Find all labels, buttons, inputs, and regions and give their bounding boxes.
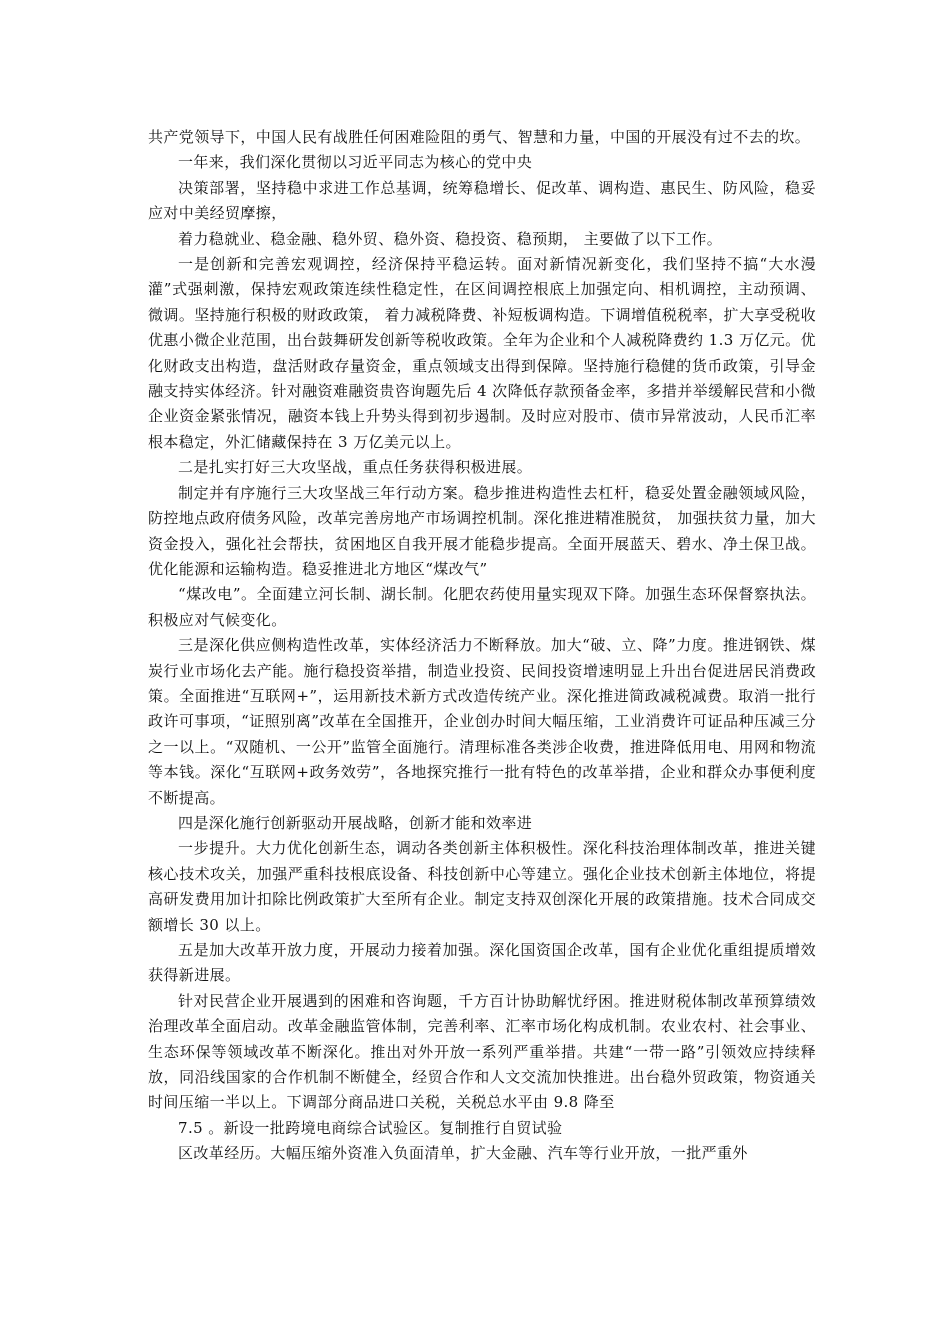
paragraph: 四是深化施行创新驱动开展战略，创新才能和效率进	[178, 813, 533, 832]
paragraph: 决策部署，坚持稳中求进工作总基调，统筹稳增长、促改革、调构造、惠民生、防风险，稳妥应对中美经贸摩擦，	[148, 178, 816, 223]
paragraph: 一年来，我们深化贯彻以习近平同志为核心的党中央	[178, 153, 533, 172]
paragraph: 7.5 。新设一批跨境电商综合试验区。复制推行自贸试验	[178, 1118, 563, 1137]
document-body	[148, 125, 816, 1167]
paragraph: 一步提升。大力优化创新生态，调动各类创新主体积极性。深化科技治理体制改革，推进关键核心技术攻关，加强严重科技根底设备、科技创新中心等建立。强化企业技术创新主体地位，将提高研发费用加计扣除比例政策扩大至所有企业。制定支持双创深化开展的政策措施。技术合同成交额增长 30 以上。	[148, 839, 816, 934]
paragraph: 制定并有序施行三大攻坚战三年行动方案。稳步推进构造性去杠杆，稳妥处置金融领域风险，防控地点政府债务风险，改革完善房地产市场调控机制。深化推进精准脱贫， 加强扶贫力量，加大资金投入，强化社会帮扶，贫困地区自我开展才能稳步提高。全面开展蓝天、碧水、净土保卫战。优化能源和运输构造。稳妥推进北方地区“煤改气”	[148, 483, 816, 578]
paragraph: 着力稳就业、稳金融、稳外贸、稳外资、稳投资、稳预期， 主要做了以下工作。	[178, 229, 723, 248]
paragraph: 一是创新和完善宏观调控，经济保持平稳运转。面对新情况新变化，我们坚持不搞“大水漫灌”式强刺激，保持宏观政策连续性稳定性，在区间调控根底上加强定向、相机调控，主动预调、微调。坚持施行积极的财政政策， 着力减税降费、补短板调构造。下调增值税税率，扩大享受税收优惠小微企业范围，出台鼓舞研发创新等税收政策。全年为企业和个人减税降费约 1.3 万亿元。优化财政支出构造，盘活财政存量资金，重点领域支出得到保障。坚持施行稳健的货币政策，引导金融支持实体经济。针对融资难融资贵咨询题先后 4 次降低存款预备金率，多措并举缓解民营和小微企业资金紧张情况，融资本钱上升势头得到初步遏制。及时应对股市、债市异常波动，人民币汇率根本稳定，外汇储藏保持在 3 万亿美元以上。	[148, 255, 816, 451]
paragraph: “煤改电”。全面建立河长制、湖长制。化肥农药使用量实现双下降。加强生态环保督察执法。积极应对气候变化。	[148, 585, 816, 629]
paragraph: 二是扎实打好三大攻坚战，重点任务获得积极进展。	[178, 458, 533, 477]
paragraph: 区改革经历。大幅压缩外资准入负面清单，扩大金融、汽车等行业开放，一批严重外	[178, 1144, 748, 1163]
paragraph: 共产党领导下，中国人民有战胜任何困难险阻的勇气、智慧和力量，中国的开展没有过不去的坎。	[148, 128, 811, 146]
paragraph: 针对民营企业开展遇到的困难和咨询题，千方百计协助解忧纾困。推进财税体制改革预算绩效治理改革全面启动。改革金融监管体制，完善利率、汇率市场化构成机制。农业农村、社会事业、生态环保等领域改革不断深化。推出对外开放一系列严重举措。共建“一带一路”引领效应持续释放，同沿线国家的合作机制不断健全，经贸合作和人文交流加快推进。出台稳外贸政策，物资通关时间压缩一半以上。下调部分商品进口关税，关税总水平由 9.8 降至	[148, 991, 816, 1112]
paragraph: 三是深化供应侧构造性改革，实体经济活力不断释放。加大“破、立、降”力度。推进钢铁、煤炭行业市场化去产能。施行稳投资举措，制造业投资、民间投资增速明显上升出台促进居民消费政策。全面推进“互联网+”，运用新技术新方式改造传统产业。深化推进简政减税减费。取消一批行政许可事项，“证照别离”改革在全国推开，企业创办时间大幅压缩，工业消费许可证品种压减三分之一以上。“双随机、一公开”监管全面施行。清理标准各类涉企收费，推进降低用电、用网和物流等本钱。深化“互联网+政务效劳”，各地探究推行一批有特色的改革举措，企业和群众办事便利度不断提高。	[148, 636, 816, 807]
paragraph: 五是加大改革开放力度，开展动力接着加强。深化国资国企改革，国有企业优化重组提质增效获得新进展。	[148, 941, 816, 985]
